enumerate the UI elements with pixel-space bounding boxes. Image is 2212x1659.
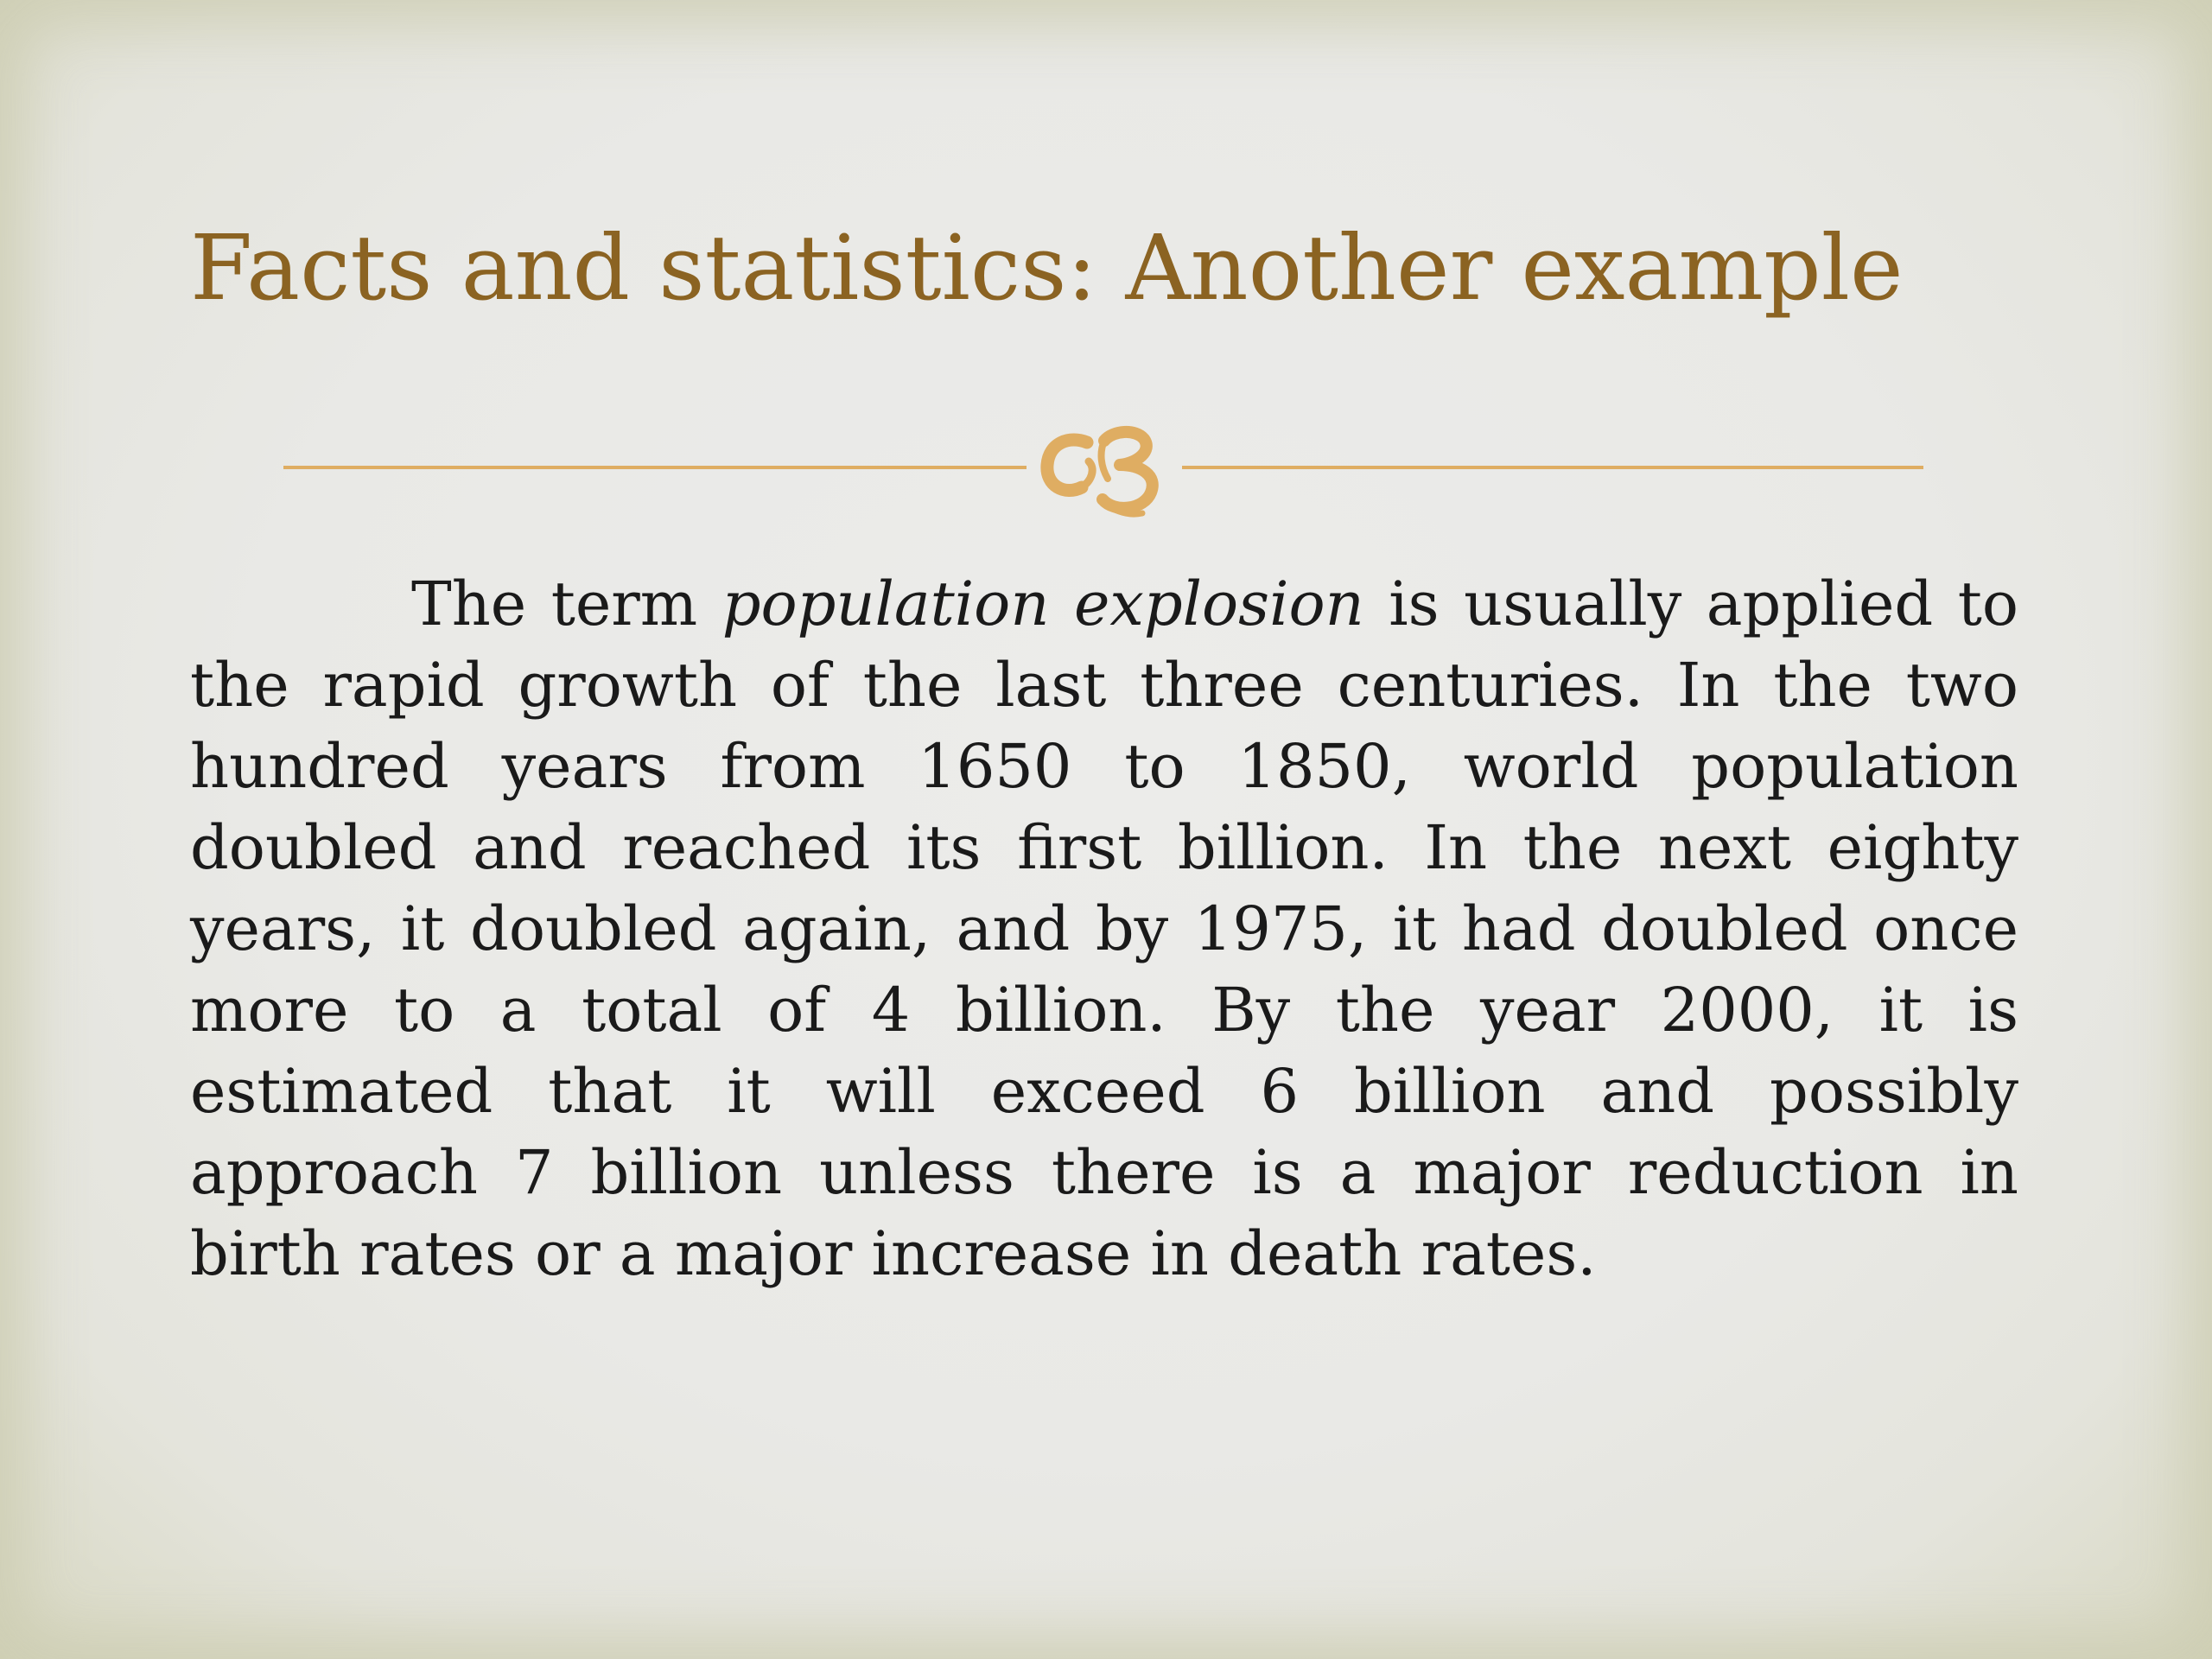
- calligraphic-flourish-icon: [1027, 406, 1182, 527]
- title-divider: [283, 406, 1923, 527]
- body-emphasis-text: population explosion: [721, 569, 1364, 639]
- divider-line-right: [1182, 466, 1923, 469]
- slide-title: Facts and statistics: Another example: [190, 215, 1904, 321]
- body-rest-text: is usually applied to the rapid growth of the last three centuries. In the two hundred years from 1650 to 1850, world population doubled and reached its first billion. In the next eighty years, it doubled again, and by 1975, it had doubled once more to a total of 4 billion. By the year 2000, it is estimated that it will exceed 6 billion and possibly approach 7 billion unless there is a major reduction in birth rates or a major increase in death rates.: [190, 569, 2018, 1289]
- body-lead-text: The term: [411, 569, 722, 639]
- divider-line-left: [283, 466, 1027, 469]
- body-paragraph: [190, 563, 2018, 1294]
